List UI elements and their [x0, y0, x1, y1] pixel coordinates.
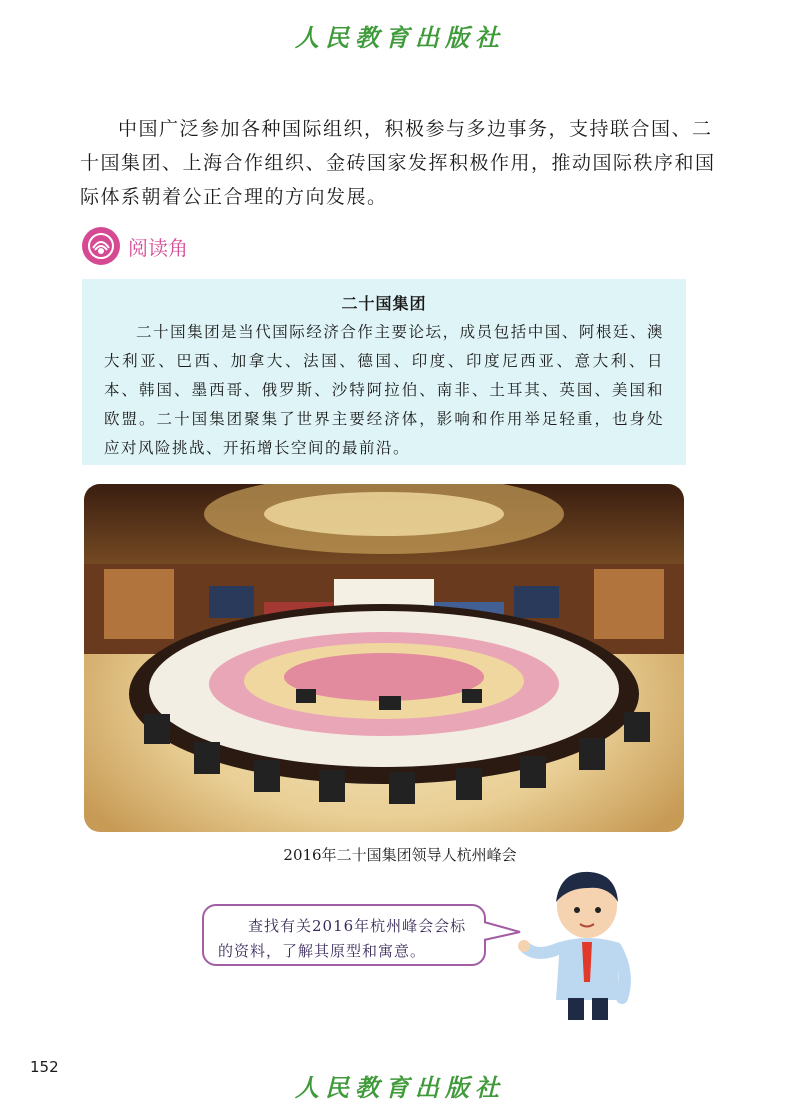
photo-caption: 2016年二十国集团领导人杭州峰会	[283, 846, 517, 864]
box-body: 二十国集团是当代国际经济合作主要论坛，成员包括中国、阿根廷、澳大利亚、巴西、加拿大、法国、德国、印度、印度尼西亚、意大利、日本、韩国、墨西哥、俄罗斯、沙特阿拉伯、南非、土耳其、英国、美国和欧盟。二十国集团聚集了世界主要经济体，影响和作用举足轻重，也身处应对风险挑战、开拓增长空间的最前沿。	[104, 323, 664, 457]
reading-corner-header	[82, 226, 188, 266]
g20-summit-photo	[84, 484, 684, 832]
reading-corner-box	[82, 279, 686, 465]
speech-bubble: 查找有关2016年杭州峰会会标的资料，了解其原型和寓意。	[202, 904, 486, 966]
publisher-logo-top: 人民教育出版社	[295, 23, 505, 52]
reading-corner-label: 阅读角	[128, 235, 188, 260]
page-number: 152	[30, 1058, 59, 1076]
intro-paragraph: 中国广泛参加各种国际组织，积极参与多边事务，支持联合国、二十国集团、上海合作组织、金砖国家发挥积极作用，推动国际秩序和国际体系朝着公正合理的方向发展。	[80, 118, 716, 208]
flower-icon	[82, 227, 120, 265]
box-title: 二十国集团	[341, 294, 427, 313]
publisher-logo-bottom: 人民教育出版社	[295, 1073, 505, 1102]
student-boy-illustration	[512, 862, 652, 1022]
